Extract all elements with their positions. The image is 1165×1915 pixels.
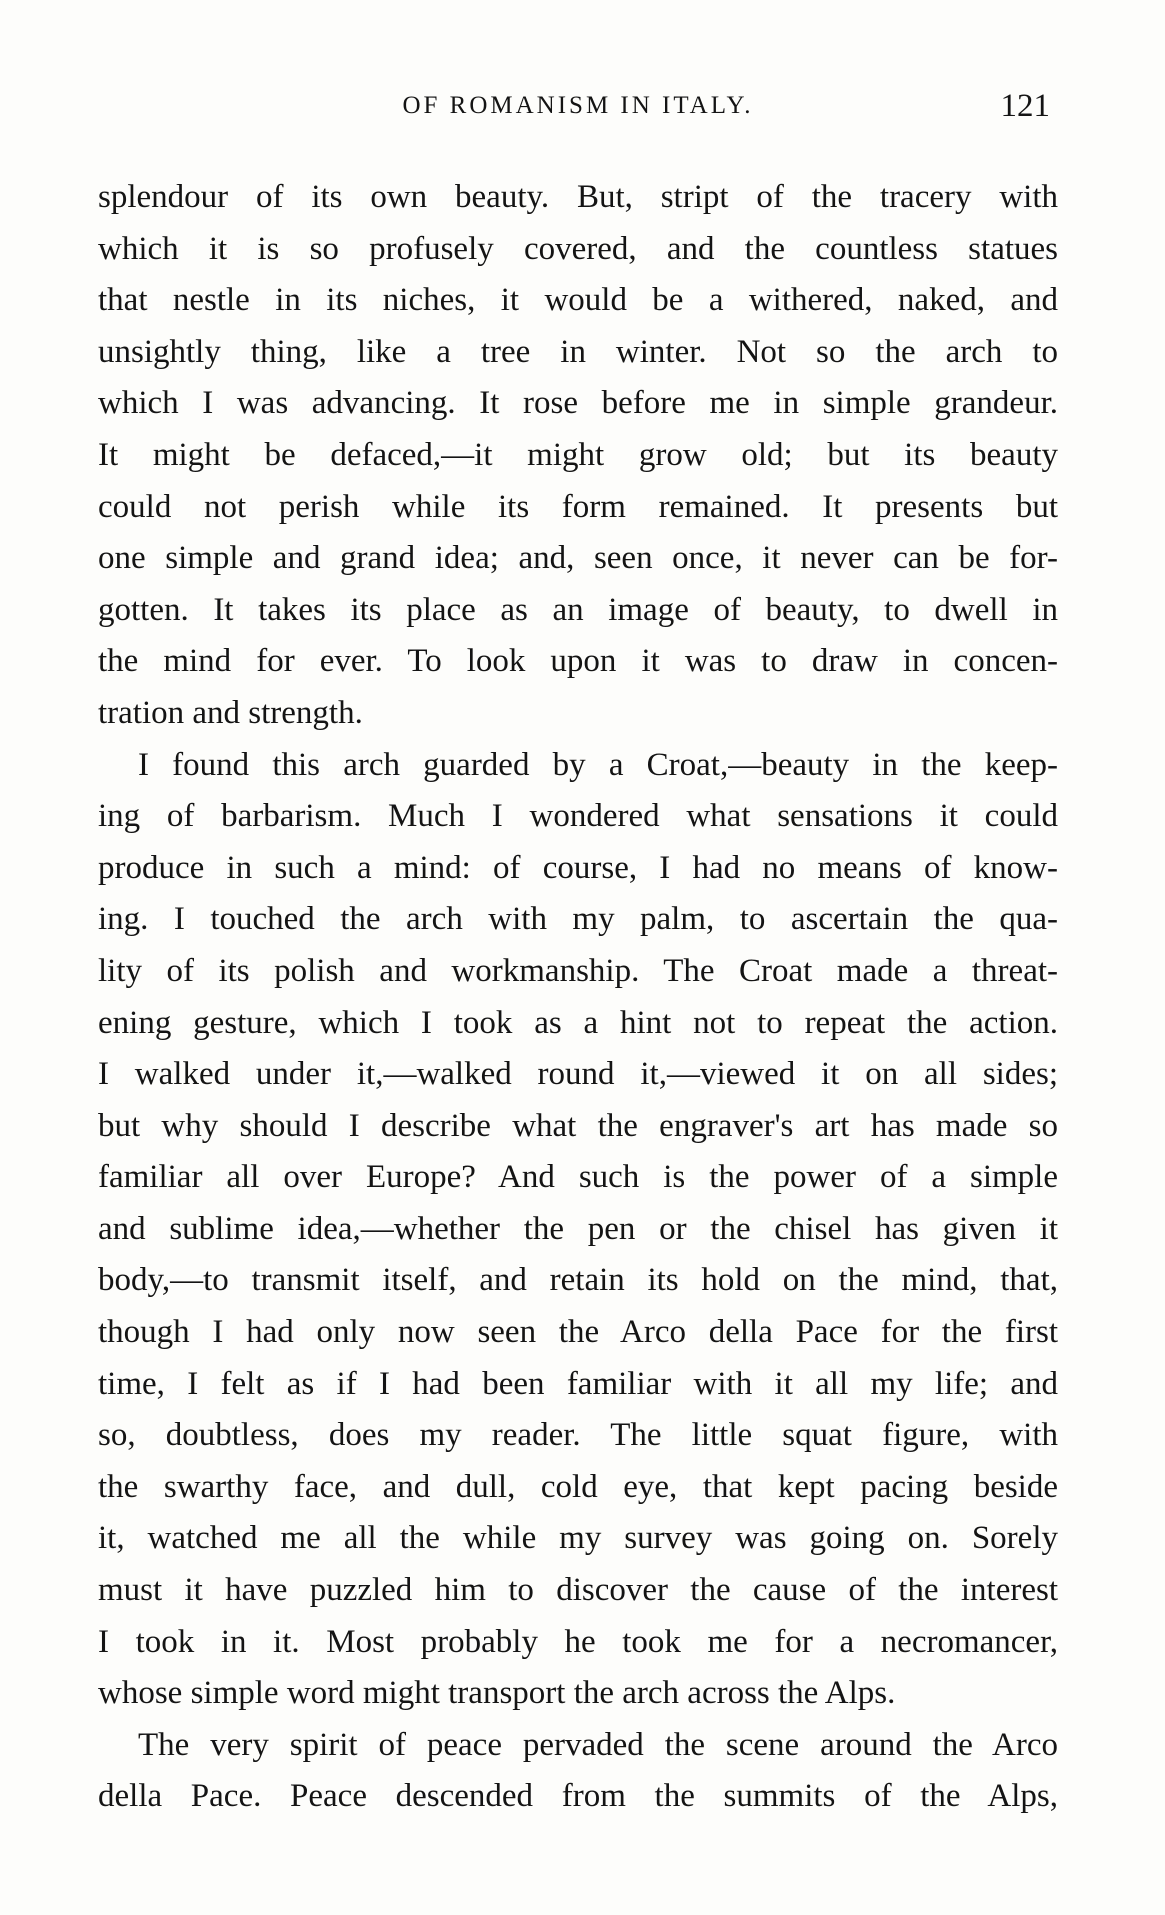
text-line: I took in it. Most probably he took me for a necromancer, bbox=[98, 1623, 1058, 1660]
text-line: which I was advancing. It rose before me in simple grandeur. bbox=[98, 385, 1058, 422]
text-line: that nestle in its niches, it would be a withered, naked, and bbox=[98, 282, 1058, 319]
paragraph-start-line: The very spirit of peace pervaded the scene around the Arco bbox=[138, 1726, 1058, 1763]
text-line: one simple and grand idea; and, seen once, it never can be for- bbox=[98, 540, 1058, 577]
text-line: so, doubtless, does my reader. The little squat figure, with bbox=[98, 1417, 1058, 1454]
text-line: ing. I touched the arch with my palm, to ascertain the qua- bbox=[98, 901, 1058, 938]
text-line: unsightly thing, like a tree in winter. Not so the arch to bbox=[98, 333, 1058, 370]
text-line: must it have puzzled him to discover the cause of the interest bbox=[98, 1572, 1058, 1609]
text-line: familiar all over Europe? And such is the power of a simple bbox=[98, 1159, 1058, 1196]
text-line: body,—to transmit itself, and retain its hold on the mind, that, bbox=[98, 1262, 1058, 1299]
text-line: gotten. It takes its place as an image of beauty, to dwell in bbox=[98, 591, 1058, 628]
text-line: but why should I describe what the engraver's art has made so bbox=[98, 1107, 1058, 1144]
page-number: 121 bbox=[1000, 88, 1050, 124]
text-line: splendour of its own beauty. But, stript of the tracery with bbox=[98, 179, 1058, 215]
body-text bbox=[98, 172, 1058, 1823]
text-line: produce in such a mind: of course, I had no means of know- bbox=[98, 849, 1058, 886]
text-line: could not perish while its form remained. It presents but bbox=[98, 488, 1058, 525]
text-line: time, I felt as if I had been familiar with it all my life; and bbox=[98, 1365, 1058, 1402]
text-line: it, watched me all the while my survey was going on. Sorely bbox=[98, 1520, 1058, 1557]
text-line: ening gesture, which I took as a hint not to repeat the action. bbox=[98, 1004, 1058, 1041]
text-line: I walked under it,—walked round it,—viewed it on all sides; bbox=[98, 1056, 1058, 1093]
running-title: OF ROMANISM IN ITALY. bbox=[402, 92, 754, 119]
running-head bbox=[98, 88, 1058, 132]
text-line: It might be defaced,—it might grow old; but its beauty bbox=[98, 436, 1058, 473]
text-line: which it is so profusely covered, and the countless statues bbox=[98, 230, 1058, 267]
text-line: and sublime idea,—whether the pen or the chisel has given it bbox=[98, 1210, 1058, 1247]
text-line: the swarthy face, and dull, cold eye, that kept pacing beside bbox=[98, 1468, 1058, 1505]
text-line: ing of barbarism. Much I wondered what sensations it could bbox=[98, 798, 1058, 835]
text-line: della Pace. Peace descended from the summits of the Alps, bbox=[98, 1778, 1058, 1815]
text-line: lity of its polish and workmanship. The Croat made a threat- bbox=[98, 952, 1058, 989]
paragraph-end-line: whose simple word might transport the arch across the Alps. bbox=[98, 1675, 896, 1712]
text-line: the mind for ever. To look upon it was to draw in concen- bbox=[98, 643, 1058, 680]
paragraph-start-line: I found this arch guarded by a Croat,—beauty in the keep- bbox=[138, 746, 1058, 783]
text-line: though I had only now seen the Arco della Pace for the first bbox=[98, 1314, 1058, 1351]
paragraph-end-line: tration and strength. bbox=[98, 694, 363, 731]
